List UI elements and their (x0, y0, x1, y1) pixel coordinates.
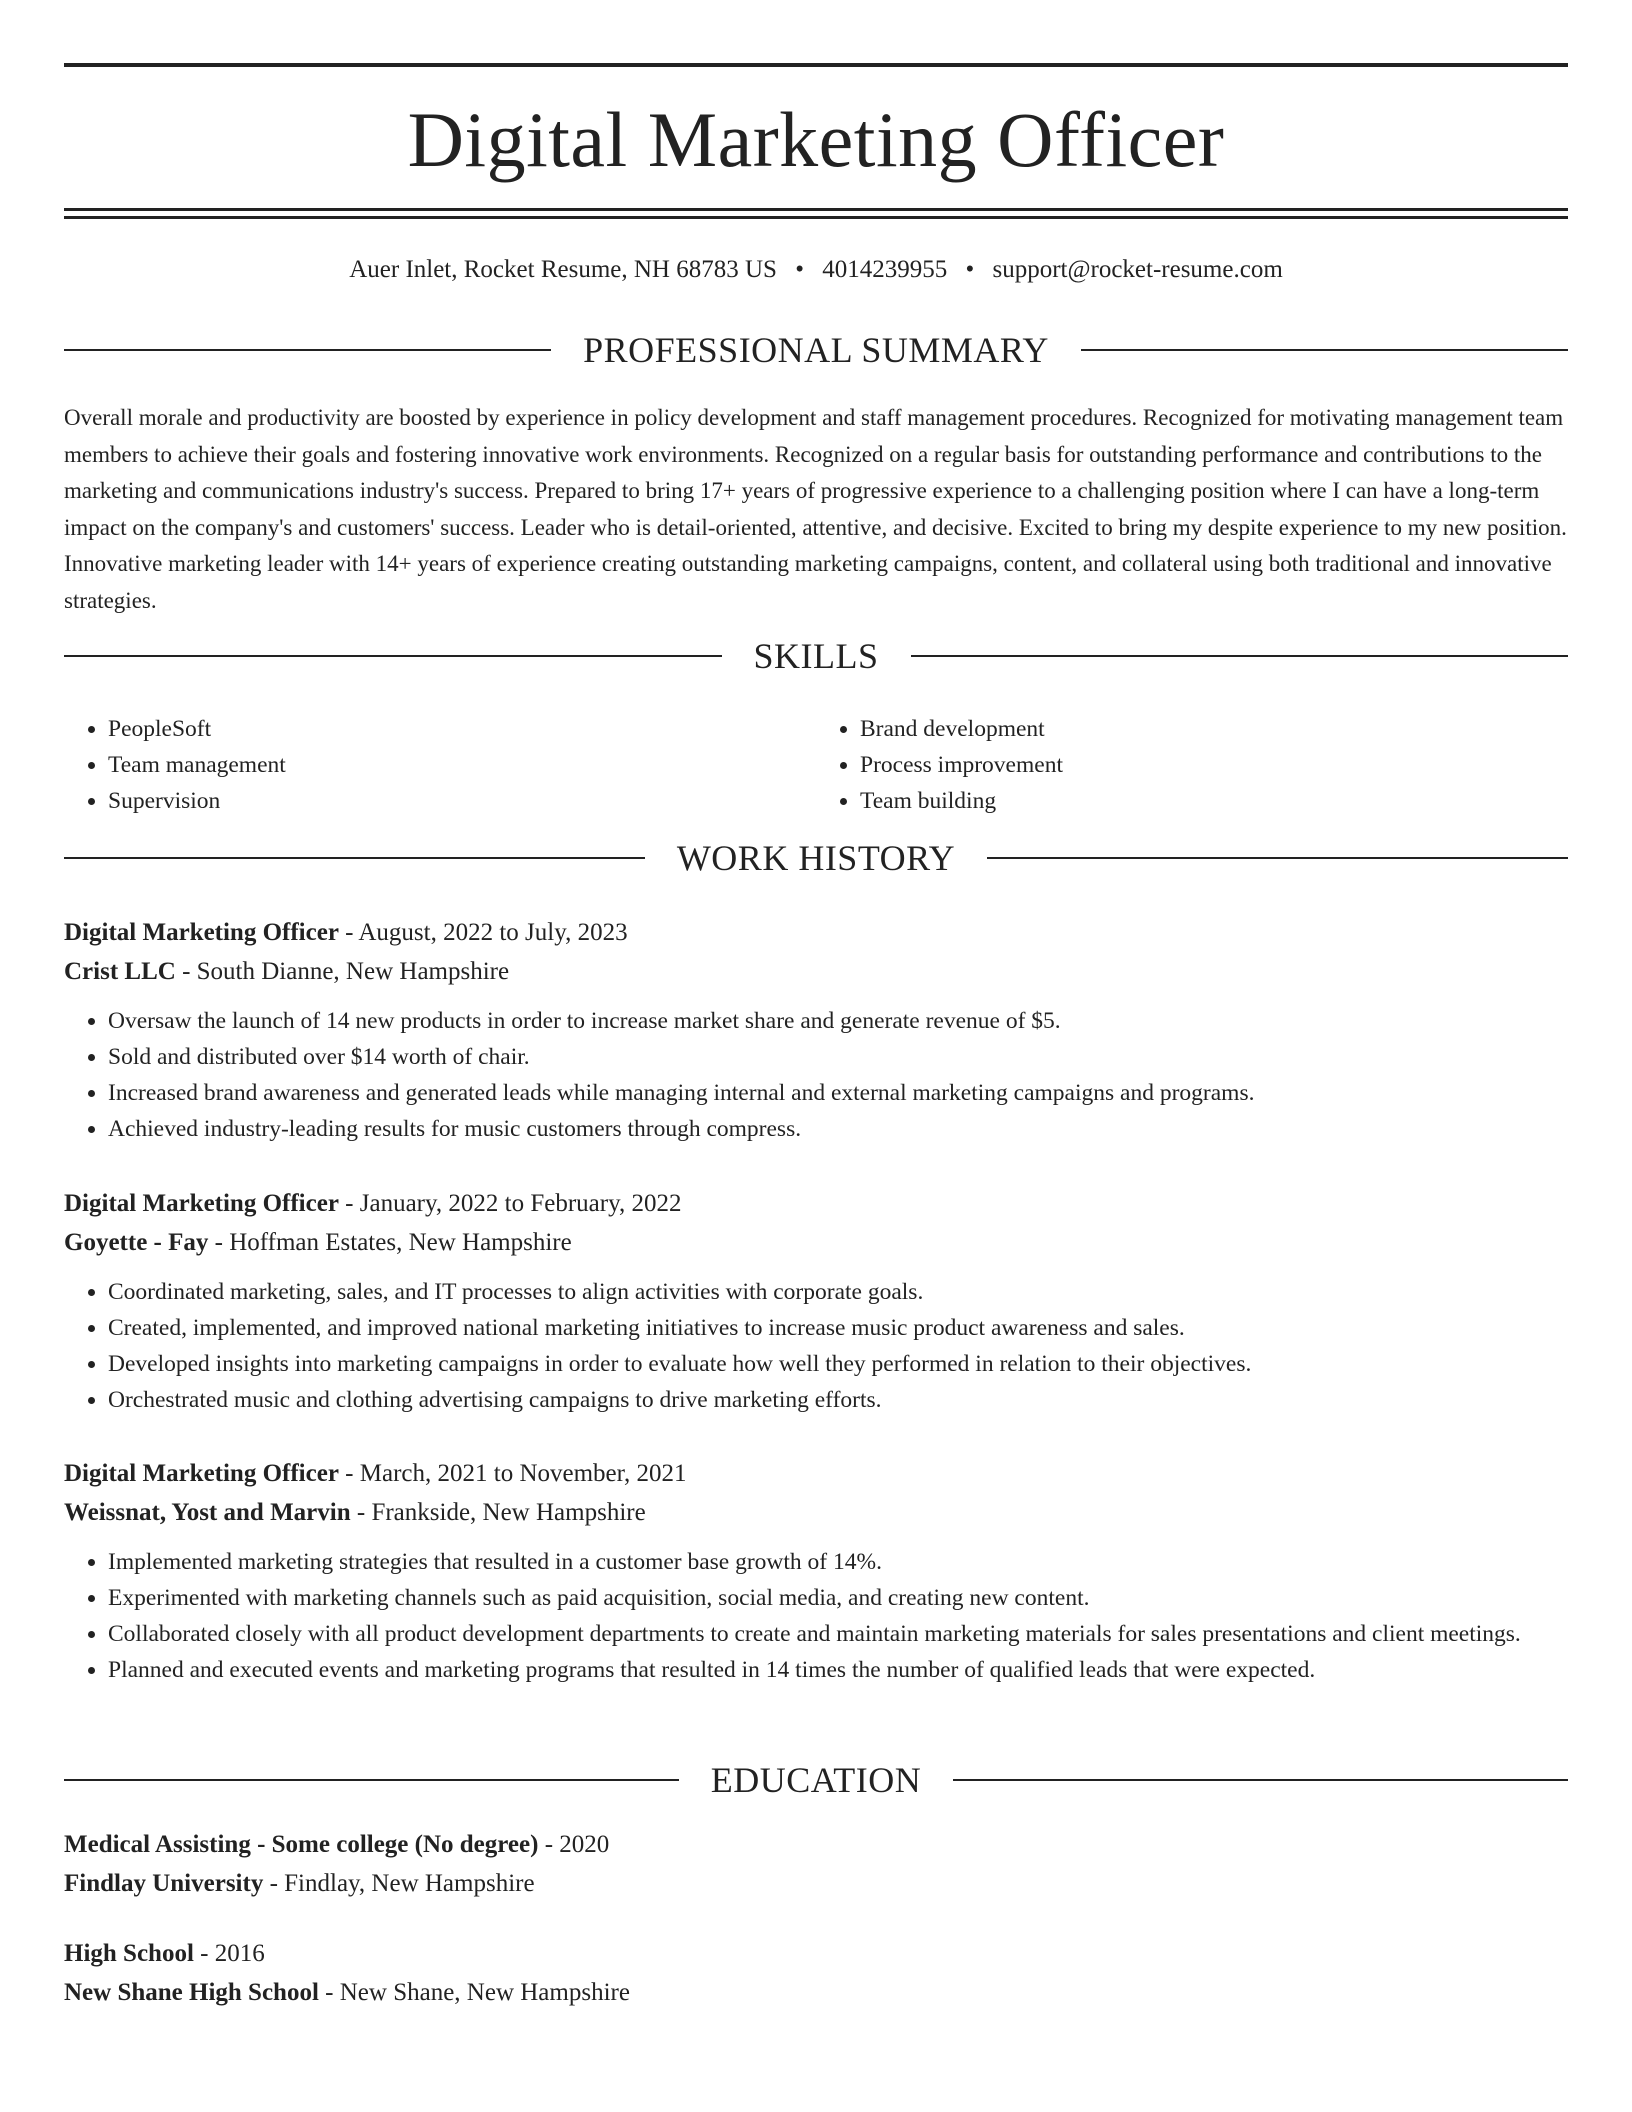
dash: - (263, 1870, 285, 1897)
skill-item: • Brand development (860, 711, 1568, 747)
job-bullet: • Planned and executed events and marketing programs that resulted in 14 times the number of qualified leads that were expected. (108, 1652, 1568, 1688)
education-location: New Shane, New Hampshire (339, 1979, 630, 2006)
job-bullets (64, 1274, 1568, 1418)
job-location: Frankside, New Hampshire (371, 1499, 646, 1526)
dash: - (338, 1460, 360, 1487)
job-dates: August, 2022 to July, 2023 (358, 919, 628, 946)
heading-rule-left (64, 349, 551, 351)
job-title: Digital Marketing Officer (64, 919, 339, 946)
job-dates: January, 2022 to February, 2022 (359, 1190, 682, 1217)
education-degree-line (64, 1934, 1568, 1973)
education-location: Findlay, New Hampshire (284, 1870, 535, 1897)
skills-column-right (816, 711, 1568, 819)
education-year: 2016 (214, 1940, 265, 1967)
job-title-line (64, 1454, 1568, 1493)
job-dates: March, 2021 to November, 2021 (359, 1460, 687, 1487)
education-entry (64, 1825, 1568, 1903)
job-location: Hoffman Estates, New Hampshire (229, 1229, 572, 1256)
header-double-rule-lower (64, 216, 1568, 219)
contact-separator: • (795, 256, 804, 283)
summary-heading (64, 328, 1568, 372)
contact-address: Auer Inlet, Rocket Resume, NH 68783 US (349, 256, 777, 283)
dash: - (208, 1229, 230, 1256)
heading-rule-left (64, 1779, 679, 1781)
work-history-heading (64, 836, 1568, 880)
skill-item: • Supervision (108, 783, 816, 819)
job-bullet: • Collaborated closely with all product development departments to create and maintain marketing materials for sales presentations and client meetings. (108, 1616, 1568, 1652)
work-history-heading-label: WORK HISTORY (676, 838, 956, 878)
education-heading-label: EDUCATION (710, 1760, 922, 1800)
job-bullet: • Developed insights into marketing campaigns in order to evaluate how well they performed in relation to their objectives. (108, 1346, 1568, 1382)
job-bullets (64, 1544, 1568, 1688)
education-degree: High School (64, 1940, 194, 1967)
education-school: Findlay University (64, 1870, 264, 1897)
job-entry (64, 1454, 1568, 1688)
skills-column-left (64, 711, 816, 819)
job-bullet: • Created, implemented, and improved national marketing initiatives to increase music product awareness and sales. (108, 1310, 1568, 1346)
job-bullet: • Achieved industry-leading results for music customers through compress. (108, 1111, 1568, 1147)
job-company-line (64, 1223, 1568, 1262)
heading-rule-right (911, 655, 1569, 657)
dash: - (175, 958, 197, 985)
job-title: Digital Marketing Officer (64, 1190, 339, 1217)
contact-separator: • (965, 256, 975, 283)
resume-title: Digital Marketing Officer (407, 96, 1225, 183)
summary-text: Overall morale and productivity are boosted by experience in policy development and staff management procedures. Recognized for motivating management team members to achieve their goals and fostering innovative work environments. Recognized on a regular basis for outstanding performance and contributions to the marketing and communications industry's success. Prepared to bring 17+ years of progressive experience to a challenging position where I can have a long-term impact on the company's and customers' success. Leader who is detail-oriented, attentive, and decisive. Excited to bring my despite experience to my new position. Innovative marketing leader with 14+ years of experience creating outstanding marketing campaigns, content, and collateral using both traditional and innovative strategies. (64, 405, 1567, 613)
job-bullet: • Orchestrated music and clothing advertising campaigns to drive marketing efforts. (108, 1382, 1568, 1418)
education-school-line (64, 1973, 1568, 2012)
header-top-rule (64, 63, 1568, 67)
skills-heading (64, 634, 1568, 678)
job-bullet: • Experimented with marketing channels such as paid acquisition, social media, and creating new content. (108, 1580, 1568, 1616)
skill-item: • Team management (108, 747, 816, 783)
education-degree: Medical Assisting - Some college (No degree) (64, 1831, 539, 1858)
job-company: Crist LLC (64, 958, 176, 985)
dash: - (338, 1190, 360, 1217)
dash: - (538, 1831, 560, 1858)
job-bullet: • Coordinated marketing, sales, and IT processes to align activities with corporate goals. (108, 1274, 1568, 1310)
job-bullets (64, 1003, 1568, 1147)
dash: - (193, 1940, 215, 1967)
education-school: New Shane High School (64, 1979, 319, 2006)
education-school-line (64, 1864, 1568, 1903)
job-company-line (64, 952, 1568, 991)
heading-rule-right (987, 857, 1568, 859)
job-bullet: • Sold and distributed over $14 worth of chair. (108, 1039, 1568, 1075)
education-entry (64, 1934, 1568, 2012)
skills-heading-label: SKILLS (753, 636, 879, 676)
dash: - (350, 1499, 372, 1526)
dash: - (338, 919, 359, 946)
heading-rule-left (64, 857, 645, 859)
job-company: Weissnat, Yost and Marvin (64, 1499, 351, 1526)
job-bullet: • Implemented marketing strategies that resulted in a customer base growth of 14%. (108, 1544, 1568, 1580)
job-company: Goyette - Fay (64, 1229, 209, 1256)
contact-email: support@rocket-resume.com (992, 256, 1283, 283)
education-degree-line (64, 1825, 1568, 1864)
education-heading (64, 1758, 1568, 1802)
contact-line (64, 254, 1568, 286)
job-bullet: • Oversaw the launch of 14 new products in order to increase market share and generate revenue of $5. (108, 1003, 1568, 1039)
job-entry (64, 1184, 1568, 1418)
job-entry (64, 913, 1568, 1147)
contact-phone: 4014239955 (822, 256, 948, 283)
heading-rule-right (1081, 349, 1568, 351)
skill-item: • Process improvement (860, 747, 1568, 783)
heading-rule-left (64, 655, 722, 657)
dash: - (318, 1979, 340, 2006)
education-year: 2020 (559, 1831, 610, 1858)
job-location: South Dianne, New Hampshire (196, 958, 510, 985)
job-company-line (64, 1493, 1568, 1532)
job-bullet: • Increased brand awareness and generated leads while managing internal and external marketing campaigns and programs. (108, 1075, 1568, 1111)
job-title-line (64, 913, 1568, 952)
skills-list (64, 711, 1568, 819)
header-double-rule-upper (64, 208, 1568, 211)
skill-item: • PeopleSoft (108, 711, 816, 747)
job-title-line (64, 1184, 1568, 1223)
heading-rule-right (953, 1779, 1568, 1781)
skill-item: • Team building (860, 783, 1568, 819)
job-title: Digital Marketing Officer (64, 1460, 339, 1487)
summary-heading-label: PROFESSIONAL SUMMARY (583, 330, 1049, 370)
